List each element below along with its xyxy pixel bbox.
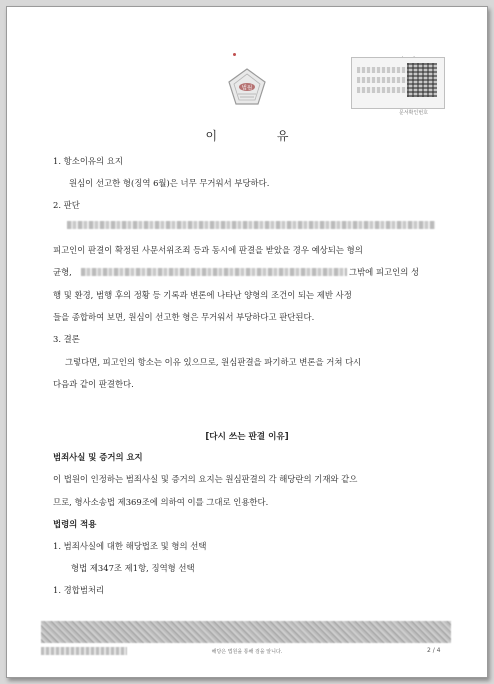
- page-number: 2 / 4: [427, 647, 441, 654]
- s1-heading: 1. 항소이유의 요지: [53, 156, 123, 166]
- redacted-line: [81, 268, 347, 276]
- verify-caption: 문서확인번호: [399, 110, 428, 116]
- s2-line: 들을 종합하여 보면, 원심이 선고한 형은 무거워서 부당하다고 판단된다.: [53, 312, 315, 322]
- law-item: 1. 범죄사실에 대한 해당법조 및 형의 선택: [53, 541, 207, 551]
- qr-code-icon: [407, 63, 437, 97]
- s2-line-a: 균형,: [53, 267, 72, 277]
- emblem-text: 법원: [241, 85, 253, 92]
- law-heading: 법령의 적용: [53, 519, 97, 529]
- s1-body: 원심이 선고한 형(징역 6월)은 너무 무거워서 부당하다.: [69, 178, 270, 188]
- s2-heading: 2. 판단: [53, 200, 80, 210]
- s3-line: 다음과 같이 판결한다.: [53, 379, 134, 389]
- s2-line-b: 그밖에 피고인의 성: [349, 267, 420, 277]
- facts-line: 이 법원이 인정하는 범죄사실 및 증거의 요지는 원심판결의 각 해당란의 기재와 같으: [53, 474, 358, 484]
- verification-text-blur: [357, 67, 407, 97]
- s3-line: 그렇다면, 피고인의 항소는 이유 있으므로, 원심판결을 파기하고 변론을 거쳐 다시: [65, 357, 362, 367]
- document-page: [6, 6, 488, 678]
- s2-line: 피고인이 판결이 확정된 사문서위조죄 등과 동시에 판결을 받았을 경우 예상되는 형의: [53, 245, 363, 255]
- law-item-detail: 형법 제347조 제1항, 징역형 선택: [71, 563, 195, 573]
- rejudgment-title: [다시 쓰는 판결 이유]: [205, 432, 289, 442]
- facts-line: 므로, 형사소송법 제369조에 의하여 이를 그대로 인용한다.: [53, 497, 269, 507]
- court-emblem-icon: [227, 67, 267, 107]
- page-title: 이 유: [205, 129, 317, 143]
- facts-heading: 범죄사실 및 증거의 요지: [53, 452, 143, 462]
- redacted-line: [67, 221, 435, 229]
- law-item: 1. 경합범처리: [53, 585, 105, 595]
- footer-watermark: [41, 621, 451, 643]
- seal-mark: [233, 53, 236, 56]
- s2-line: 행 및 환경, 범행 후의 정황 등 기록과 변론에 나타난 양형의 조건이 되는 제반 사정: [53, 290, 352, 300]
- footer-notice: 해당은 법원을 통해 검을 알니다.: [211, 649, 283, 655]
- s3-heading: 3. 결론: [53, 334, 80, 344]
